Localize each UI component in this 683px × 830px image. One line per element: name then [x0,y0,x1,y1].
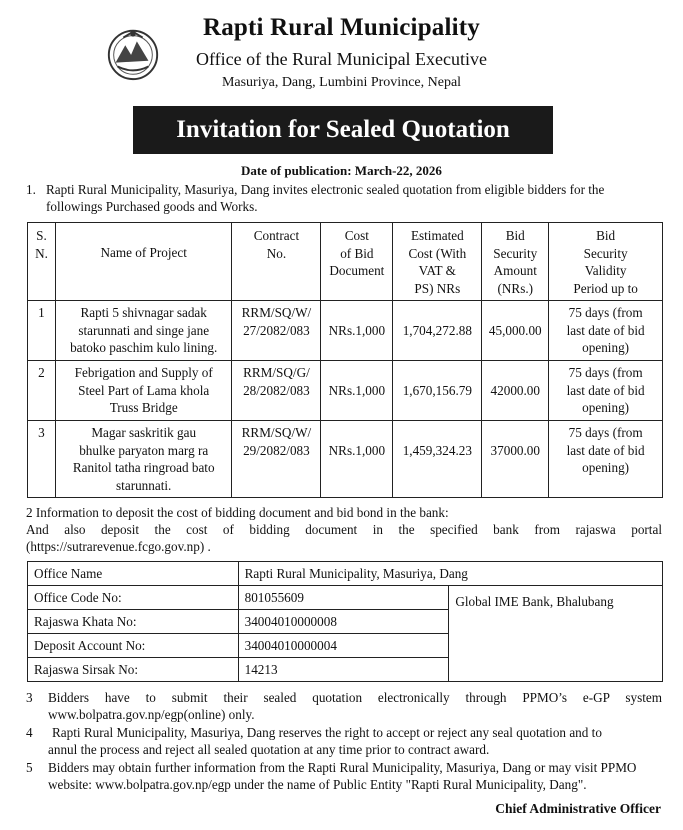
office-code-label: Office Code No: [28,586,239,610]
row-cost: NRs.1,000 [321,421,393,498]
header-sn: S. N. [28,223,56,301]
sirsak-value: 14213 [238,658,449,682]
office-name-value: Rapti Rural Municipality, Masuriya, Dang [238,562,662,586]
row-validity: 75 days (from last date of bid opening) [549,301,663,361]
para3-line2: www.bolpatra.gov.np/egp(online) only. [48,707,255,722]
table-header-row [28,223,663,301]
row-sn: 1 [28,301,56,361]
para5-number: 5 [26,760,33,775]
bank-row [28,562,663,586]
project-table [27,222,663,498]
signature-title: Chief Administrative Officer [495,801,661,816]
para2-line1: 2 Information to deposit the cost of bidding document and bid bond in the bank: [26,505,449,520]
row-security: 37000.00 [482,421,549,498]
table-row [28,361,663,421]
para3-number: 3 [26,690,33,705]
row-sn: 3 [28,421,56,498]
para4-number: 4 [26,725,33,740]
header-name: Name of Project [55,223,232,301]
row-security: 42000.00 [482,361,549,421]
municipality-title: Rapti Rural Municipality [202,14,481,41]
bank-name: Global IME Bank, Bhalubang [449,586,663,682]
row-validity: 75 days (from last date of bid opening) [549,361,663,421]
row-estimate: 1,670,156.79 [393,361,482,421]
khata-value: 34004010000008 [238,610,449,634]
publication-date: Date of publication: March-22, 2026 [241,163,442,178]
row-estimate: 1,704,272.88 [393,301,482,361]
header-contract: Contract No. [232,223,321,301]
sirsak-label: Rajaswa Sirsak No: [28,658,239,682]
bank-row [28,586,663,610]
row-cost: NRs.1,000 [321,301,393,361]
office-code-value: 801055609 [238,586,449,610]
para1-line2: followings Purchased goods and Works. [46,199,258,214]
khata-label: Rajaswa Khata No: [28,610,239,634]
header-validity: Bid Security Validity Period up to [549,223,663,301]
row-validity: 75 days (from last date of bid opening) [549,421,663,498]
para2-line2: And also deposit the cost of bidding document in the specified bank from rajaswa portal [26,522,662,537]
row-estimate: 1,459,324.23 [393,421,482,498]
row-contract: RRM/SQ/W/ 29/2082/083 [232,421,321,498]
para4-line1: Rapti Rural Municipality, Masuriya, Dang reserves the right to accept or reject any seal quotation and to [52,725,602,740]
row-sn: 2 [28,361,56,421]
para1-line1: Rapti Rural Municipality, Masuriya, Dang invites electronic sealed quotation from eligible bidders for the [46,182,605,197]
row-contract: RRM/SQ/G/ 28/2082/083 [232,361,321,421]
office-subtitle: Office of the Rural Municipal Executive [195,49,488,69]
para2-line3: (https://sutrarevenue.fcgo.gov.np) . [26,539,211,554]
row-project-name: Magar saskritik gau bhulke paryaton marg ra Ranitol tatha ringroad bato starunnati. [55,421,232,498]
row-contract: RRM/SQ/W/ 27/2082/083 [232,301,321,361]
deposit-value: 34004010000004 [238,634,449,658]
row-project-name: Rapti 5 shivnagar sadak starunnati and singe jane batoko paschim kulo lining. [55,301,232,361]
row-project-name: Febrigation and Supply of Steel Part of Lama khola Truss Bridge [55,361,232,421]
office-name-label: Office Name [28,562,239,586]
notice-banner: Invitation for Sealed Quotation [133,106,553,154]
para5-line1: Bidders may obtain further information from the Rapti Rural Municipality, Masuriya, Dang or may visit PPMO [48,760,637,775]
para3-line1: Bidders have to submit their sealed quotation electronically through PPMO’s e-GP system [48,690,662,705]
header-bid-security: Bid Security Amount (NRs.) [482,223,549,301]
table-row [28,421,663,498]
bank-details-table [27,561,663,682]
para5-line2: website: www.bolpatra.gov.np/egp under the name of Public Entity "Rapti Rural Municipality, Dang". [48,777,587,792]
header-estimate: Estimated Cost (With VAT & PS) NRs [393,223,482,301]
table-row [28,301,663,361]
deposit-label: Deposit Account No: [28,634,239,658]
row-cost: NRs.1,000 [321,361,393,421]
para4-line2: annul the process and reject all sealed quotation at any time prior to contract award. [48,742,490,757]
address: Masuriya, Dang, Lumbini Province, Nepal [221,75,462,90]
row-security: 45,000.00 [482,301,549,361]
para1-number: 1. [26,182,36,197]
header-cost: Cost of Bid Document [321,223,393,301]
